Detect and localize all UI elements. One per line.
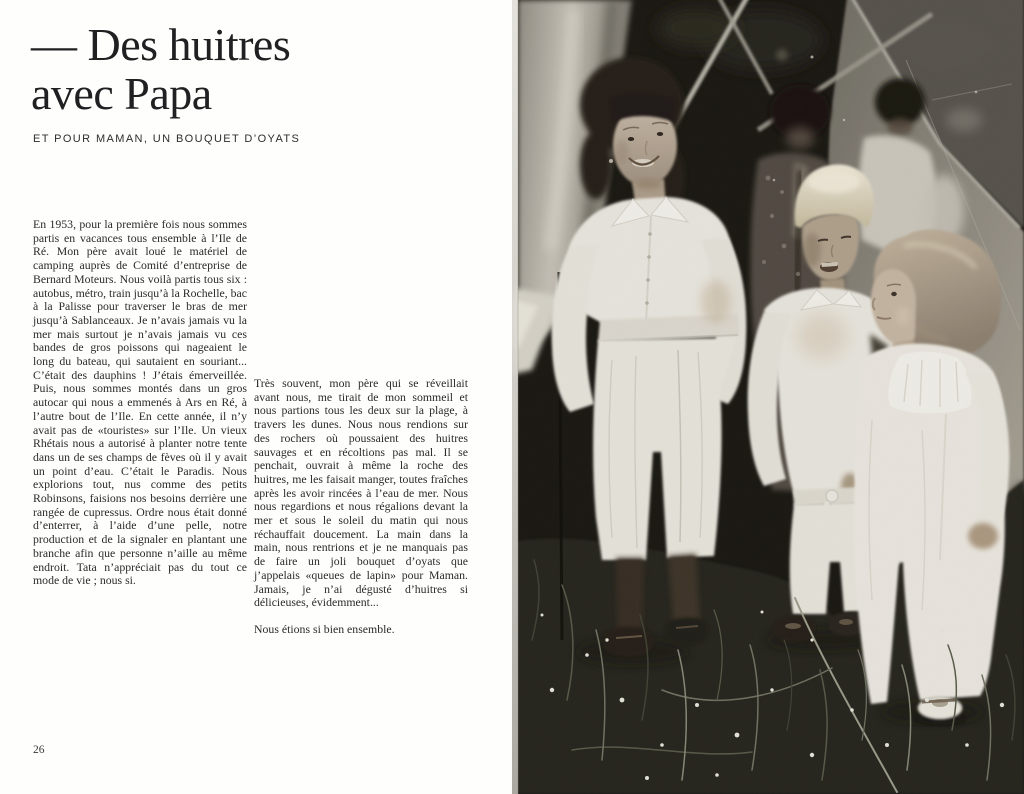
paragraph-1: En 1953, pour la première fois nous sommes partis en vacances tous ensemble à l’Ile de Ré. Mon père avait loué le matériel de camping auprès de Comité d’entreprise de Bernard Moteurs. Nous voilà partis tous six : autobus, métro, train jusqu’à la Rochelle, bac à la Palisse pour traverser le bras de mer jusqu’à Sablanceaux. Je n’avais jamais vu la mer mais surtout je n’avais jamais vu ces bandes de gros poissons qui nageaient le long du bateau, qui sautaient en souriant... C’était des dauphins ! J’étais émerveillée. Puis, nous sommes montés dans un gros autocar qui nous a emmenés à Ars en Ré, à l’autre bout de l’Ile. En cette année, il n’y avait pas de «touristes» sur l’Ile. Un vieux Rhétais nous a autorisé à planter notre tente dans un de ses champs de fèves où il y avait un point d’eau. C’était le Paradis. Nous explorions tout, nus comme des petits Robinsons, faisions nos besoins derrière une rangée de cupressus. Ordre nous était donné d’enterrer, à l’aide d’une pelle, notre production et de la signaler en plantant une branche afin que personne n’aille au même endroit. Tata n’appréciait pas du tout ce mode de vie ; nous si. (33, 217, 247, 588)
body-column-2 (254, 377, 468, 637)
closing-line: Nous étions si bien ensemble. (254, 621, 395, 636)
chapter-title-line2: avec Papa (31, 68, 212, 119)
paragraph-2: Très souvent, mon père qui se réveillait avant nous, me tirait de mon sommeil et nous partions tous les deux sur la plage, à travers les dunes. Nous nous rendions sur des rochers où poussaient des huitres sauvages et en récoltions pas mal. Il se penchait, ouvrait à même la roche des huitres, me les faisait manger, toutes fraîches après les avoir rincées à l’eau de mer. Nous nous regardions et nous régalions devant la mer et sous le soleil du matin qui nous réchauffait doucement. La main dans la main, nous rentrions et je ne manquais pas de faire un joli bouquet d’oyats que j’appelais «queues de lapin» pour Maman. Jamais, je n’ai dégusté d’huitres si délicieuses, évidemment... (254, 376, 468, 610)
photo-children-camping (512, 0, 1024, 794)
chapter-subtitle: ET POUR MAMAN, UN BOUQUET D’OYATS (33, 133, 301, 145)
right-page (512, 0, 1024, 794)
page-number: 26 (33, 744, 45, 756)
chapter-title (31, 20, 471, 118)
photo-artifacts (512, 0, 1024, 794)
body-column-1 (33, 218, 247, 588)
chapter-title-line1: — Des huitres (31, 19, 291, 70)
